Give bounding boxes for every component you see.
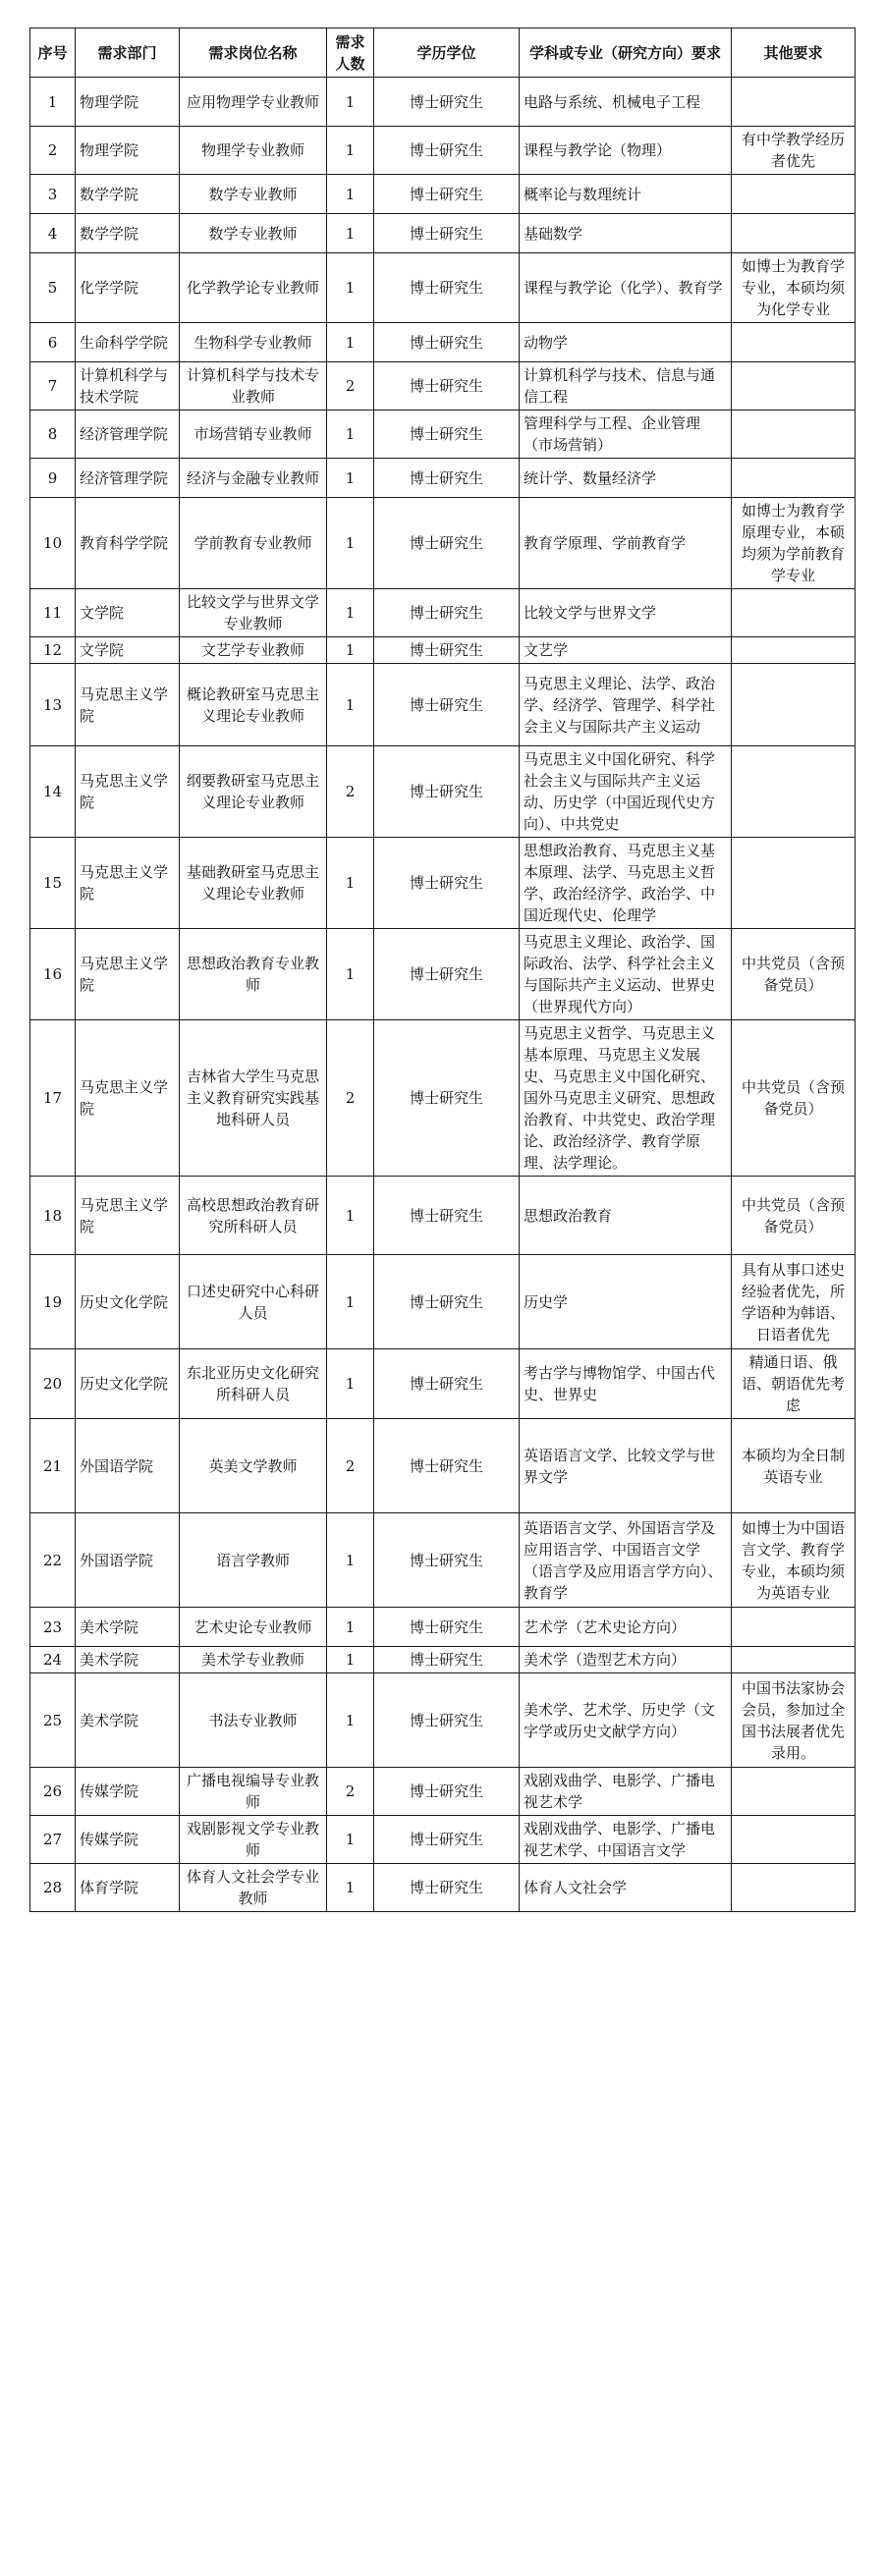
row-degree: 博士研究生 [374, 1349, 520, 1419]
row-major: 马克思主义理论、政治学、国际政治、法学、科学社会主义与国际共产主义运动、世界史（世界现代方向） [520, 929, 732, 1020]
row-count: 1 [327, 664, 374, 746]
row-post: 学前教育专业教师 [180, 498, 327, 589]
row-dept: 传媒学院 [76, 1768, 180, 1816]
row-number: 19 [30, 1255, 76, 1349]
row-post: 纲要教研室马克思主义理论专业教师 [180, 746, 327, 838]
row-count: 1 [327, 127, 374, 175]
row-number: 28 [30, 1864, 76, 1912]
table-row [30, 746, 856, 838]
row-dept: 美术学院 [76, 1673, 180, 1768]
row-post: 体育人文社会学专业教师 [180, 1864, 327, 1912]
row-dept: 数学学院 [76, 214, 180, 253]
row-degree: 博士研究生 [374, 1513, 520, 1608]
row-number: 12 [30, 637, 76, 664]
row-degree: 博士研究生 [374, 838, 520, 929]
row-degree: 博士研究生 [374, 1020, 520, 1177]
row-number: 10 [30, 498, 76, 589]
row-number: 25 [30, 1673, 76, 1768]
recruitment-table-wrapper [29, 27, 855, 1912]
row-major: 马克思主义理论、法学、政治学、经济学、管理学、科学社会主义与国际共产主义运动 [520, 664, 732, 746]
row-dept: 历史文化学院 [76, 1255, 180, 1349]
row-post: 语言学教师 [180, 1513, 327, 1608]
row-count: 1 [327, 253, 374, 323]
table-row [30, 1419, 856, 1513]
row-post: 文艺学专业教师 [180, 637, 327, 664]
row-other: 如博士为教育学专业，本硕均须为化学专业 [732, 253, 856, 323]
table-row [30, 323, 856, 362]
table-row [30, 1608, 856, 1647]
row-major: 思想政治教育、马克思主义基本原理、法学、马克思主义哲学、政治经济学、政治学、中国近现代史、伦理学 [520, 838, 732, 929]
table-row [30, 214, 856, 253]
row-major: 体育人文社会学 [520, 1864, 732, 1912]
header-degree: 学历学位 [374, 28, 520, 78]
row-other: 精通日语、俄语、朝语优先考虑 [732, 1349, 856, 1419]
table-row [30, 175, 856, 214]
table-row [30, 498, 856, 589]
table-row [30, 1349, 856, 1419]
row-count: 1 [327, 1349, 374, 1419]
row-number: 11 [30, 589, 76, 637]
row-major: 考古学与博物馆学、中国古代史、世界史 [520, 1349, 732, 1419]
row-count: 1 [327, 459, 374, 498]
row-number: 17 [30, 1020, 76, 1177]
table-row [30, 929, 856, 1020]
row-count: 2 [327, 1020, 374, 1177]
row-dept: 马克思主义学院 [76, 746, 180, 838]
table-row [30, 1768, 856, 1816]
row-other [732, 746, 856, 838]
row-number: 2 [30, 127, 76, 175]
header-major: 学科或专业（研究方向）要求 [520, 28, 732, 78]
row-count: 1 [327, 411, 374, 459]
row-count: 1 [327, 1177, 374, 1255]
row-major: 美术学（造型艺术方向） [520, 1647, 732, 1673]
row-dept: 传媒学院 [76, 1816, 180, 1864]
row-count: 1 [327, 1608, 374, 1647]
row-dept: 体育学院 [76, 1864, 180, 1912]
row-major: 课程与教学论（物理） [520, 127, 732, 175]
row-count: 1 [327, 1513, 374, 1608]
row-major: 马克思主义哲学、马克思主义基本原理、马克思主义发展史、马克思主义中国化研究、国外马克思主义研究、思想政治教育、中共党史、政治学理论、政治经济学、教育学原理、法学理论。 [520, 1020, 732, 1177]
row-degree: 博士研究生 [374, 323, 520, 362]
row-major: 课程与教学论（化学）、教育学 [520, 253, 732, 323]
row-count: 1 [327, 323, 374, 362]
row-number: 24 [30, 1647, 76, 1673]
row-post: 广播电视编导专业教师 [180, 1768, 327, 1816]
row-dept: 教育科学学院 [76, 498, 180, 589]
header-post: 需求岗位名称 [180, 28, 327, 78]
header-count: 需求人数 [327, 28, 374, 78]
row-number: 20 [30, 1349, 76, 1419]
row-degree: 博士研究生 [374, 589, 520, 637]
row-other [732, 175, 856, 214]
row-dept: 生命科学学院 [76, 323, 180, 362]
row-dept: 计算机科学与技术学院 [76, 362, 180, 411]
row-other: 有中学教学经历者优先 [732, 127, 856, 175]
row-degree: 博士研究生 [374, 214, 520, 253]
row-dept: 物理学院 [76, 127, 180, 175]
row-post: 化学教学论专业教师 [180, 253, 327, 323]
row-degree: 博士研究生 [374, 127, 520, 175]
row-major: 历史学 [520, 1255, 732, 1349]
row-count: 1 [327, 1647, 374, 1673]
row-dept: 美术学院 [76, 1647, 180, 1673]
row-post: 物理学专业教师 [180, 127, 327, 175]
row-other [732, 637, 856, 664]
row-other [732, 589, 856, 637]
row-other [732, 459, 856, 498]
row-count: 1 [327, 498, 374, 589]
table-row [30, 664, 856, 746]
table-row [30, 78, 856, 127]
row-number: 7 [30, 362, 76, 411]
table-body [30, 78, 856, 1912]
row-number: 14 [30, 746, 76, 838]
row-degree: 博士研究生 [374, 746, 520, 838]
row-number: 18 [30, 1177, 76, 1255]
row-degree: 博士研究生 [374, 362, 520, 411]
row-count: 1 [327, 637, 374, 664]
row-number: 15 [30, 838, 76, 929]
row-major: 英语语言文学、外国语言学及应用语言学、中国语言文学（语言学及应用语言学方向）、教育学 [520, 1513, 732, 1608]
row-post: 英美文学教师 [180, 1419, 327, 1513]
row-degree: 博士研究生 [374, 1608, 520, 1647]
row-count: 1 [327, 589, 374, 637]
row-number: 22 [30, 1513, 76, 1608]
table-row [30, 253, 856, 323]
row-other: 本硕均为全日制英语专业 [732, 1419, 856, 1513]
row-number: 4 [30, 214, 76, 253]
row-count: 1 [327, 175, 374, 214]
row-major: 教育学原理、学前教育学 [520, 498, 732, 589]
row-major: 戏剧戏曲学、电影学、广播电视艺术学、中国语言文学 [520, 1816, 732, 1864]
row-number: 16 [30, 929, 76, 1020]
row-other [732, 323, 856, 362]
row-major: 马克思主义中国化研究、科学社会主义与国际共产主义运动、历史学（中国近现代史方向）、中共党史 [520, 746, 732, 838]
row-dept: 经济管理学院 [76, 411, 180, 459]
row-major: 思想政治教育 [520, 1177, 732, 1255]
row-number: 8 [30, 411, 76, 459]
row-other [732, 1647, 856, 1673]
row-count: 1 [327, 78, 374, 127]
row-degree: 博士研究生 [374, 1419, 520, 1513]
row-count: 2 [327, 1419, 374, 1513]
table-row [30, 1673, 856, 1768]
row-degree: 博士研究生 [374, 411, 520, 459]
row-major: 统计学、数量经济学 [520, 459, 732, 498]
row-post: 数学专业教师 [180, 175, 327, 214]
row-other [732, 1608, 856, 1647]
row-other [732, 214, 856, 253]
row-dept: 马克思主义学院 [76, 1177, 180, 1255]
table-row [30, 637, 856, 664]
row-post: 口述史研究中心科研人员 [180, 1255, 327, 1349]
row-number: 23 [30, 1608, 76, 1647]
row-number: 21 [30, 1419, 76, 1513]
row-number: 1 [30, 78, 76, 127]
row-other [732, 78, 856, 127]
row-major: 文艺学 [520, 637, 732, 664]
row-degree: 博士研究生 [374, 253, 520, 323]
row-post: 戏剧影视文学专业教师 [180, 1816, 327, 1864]
row-major: 美术学、艺术学、历史学（文字学或历史文献学方向） [520, 1673, 732, 1768]
row-post: 生物科学专业教师 [180, 323, 327, 362]
row-other [732, 1816, 856, 1864]
table-row [30, 362, 856, 411]
row-dept: 马克思主义学院 [76, 838, 180, 929]
row-post: 高校思想政治教育研究所科研人员 [180, 1177, 327, 1255]
table-row [30, 459, 856, 498]
row-other: 如博士为教育学原理专业，本硕均须为学前教育学专业 [732, 498, 856, 589]
row-number: 26 [30, 1768, 76, 1816]
row-dept: 物理学院 [76, 78, 180, 127]
row-count: 1 [327, 838, 374, 929]
row-post: 概论教研室马克思主义理论专业教师 [180, 664, 327, 746]
row-other: 中国书法家协会会员，参加过全国书法展者优先录用。 [732, 1673, 856, 1768]
row-dept: 外国语学院 [76, 1419, 180, 1513]
row-number: 27 [30, 1816, 76, 1864]
table-row [30, 1513, 856, 1608]
row-number: 9 [30, 459, 76, 498]
row-major: 艺术学（艺术史论方向） [520, 1608, 732, 1647]
row-degree: 博士研究生 [374, 1816, 520, 1864]
row-dept: 美术学院 [76, 1608, 180, 1647]
row-number: 5 [30, 253, 76, 323]
row-degree: 博士研究生 [374, 498, 520, 589]
row-major: 管理科学与工程、企业管理（市场营销） [520, 411, 732, 459]
row-count: 1 [327, 214, 374, 253]
row-degree: 博士研究生 [374, 175, 520, 214]
table-row [30, 127, 856, 175]
row-post: 思想政治教育专业教师 [180, 929, 327, 1020]
row-other [732, 1864, 856, 1912]
row-dept: 马克思主义学院 [76, 1020, 180, 1177]
row-dept: 历史文化学院 [76, 1349, 180, 1419]
row-post: 市场营销专业教师 [180, 411, 327, 459]
row-degree: 博士研究生 [374, 1864, 520, 1912]
row-dept: 外国语学院 [76, 1513, 180, 1608]
table-row [30, 411, 856, 459]
row-other: 中共党员（含预备党员） [732, 1177, 856, 1255]
table-row [30, 1255, 856, 1349]
recruitment-table [29, 27, 856, 1912]
row-degree: 博士研究生 [374, 1255, 520, 1349]
row-dept: 化学学院 [76, 253, 180, 323]
table-row [30, 1816, 856, 1864]
row-post: 经济与金融专业教师 [180, 459, 327, 498]
row-count: 1 [327, 1864, 374, 1912]
row-count: 2 [327, 362, 374, 411]
header-other: 其他要求 [732, 28, 856, 78]
row-dept: 马克思主义学院 [76, 664, 180, 746]
row-count: 1 [327, 1673, 374, 1768]
row-degree: 博士研究生 [374, 78, 520, 127]
row-degree: 博士研究生 [374, 1673, 520, 1768]
table-row [30, 838, 856, 929]
table-row [30, 589, 856, 637]
row-post: 美术学专业教师 [180, 1647, 327, 1673]
row-post: 计算机科学与技术专业教师 [180, 362, 327, 411]
table-row [30, 1647, 856, 1673]
row-other [732, 362, 856, 411]
row-post: 比较文学与世界文学专业教师 [180, 589, 327, 637]
row-major: 基础数学 [520, 214, 732, 253]
row-degree: 博士研究生 [374, 459, 520, 498]
header-dept: 需求部门 [76, 28, 180, 78]
row-other: 中共党员（含预备党员） [732, 1020, 856, 1177]
row-number: 3 [30, 175, 76, 214]
row-major: 比较文学与世界文学 [520, 589, 732, 637]
row-other [732, 664, 856, 746]
row-count: 2 [327, 746, 374, 838]
row-degree: 博士研究生 [374, 1177, 520, 1255]
row-degree: 博士研究生 [374, 1768, 520, 1816]
row-major: 电路与系统、机械电子工程 [520, 78, 732, 127]
table-row [30, 1177, 856, 1255]
row-dept: 数学学院 [76, 175, 180, 214]
row-major: 计算机科学与技术、信息与通信工程 [520, 362, 732, 411]
row-other: 中共党员（含预备党员） [732, 929, 856, 1020]
row-other: 如博士为中国语言文学、教育学专业，本硕均须为英语专业 [732, 1513, 856, 1608]
row-degree: 博士研究生 [374, 1647, 520, 1673]
row-count: 2 [327, 1768, 374, 1816]
row-degree: 博士研究生 [374, 664, 520, 746]
row-number: 13 [30, 664, 76, 746]
table-header-row [30, 28, 856, 78]
table-row [30, 1020, 856, 1177]
row-other [732, 838, 856, 929]
row-major: 英语语言文学、比较文学与世界文学 [520, 1419, 732, 1513]
row-dept: 文学院 [76, 589, 180, 637]
row-count: 1 [327, 929, 374, 1020]
table-row [30, 1864, 856, 1912]
row-major: 概率论与数理统计 [520, 175, 732, 214]
row-count: 1 [327, 1816, 374, 1864]
row-dept: 经济管理学院 [76, 459, 180, 498]
row-post: 东北亚历史文化研究所科研人员 [180, 1349, 327, 1419]
row-major: 动物学 [520, 323, 732, 362]
header-no: 序号 [30, 28, 76, 78]
row-post: 书法专业教师 [180, 1673, 327, 1768]
row-major: 戏剧戏曲学、电影学、广播电视艺术学 [520, 1768, 732, 1816]
row-other [732, 1768, 856, 1816]
row-number: 6 [30, 323, 76, 362]
row-count: 1 [327, 1255, 374, 1349]
row-degree: 博士研究生 [374, 929, 520, 1020]
row-post: 基础教研室马克思主义理论专业教师 [180, 838, 327, 929]
row-dept: 文学院 [76, 637, 180, 664]
row-dept: 马克思主义学院 [76, 929, 180, 1020]
row-post: 艺术史论专业教师 [180, 1608, 327, 1647]
row-other [732, 411, 856, 459]
row-post: 吉林省大学生马克思主义教育研究实践基地科研人员 [180, 1020, 327, 1177]
row-other: 具有从事口述史经验者优先，所学语种为韩语、日语者优先 [732, 1255, 856, 1349]
row-post: 数学专业教师 [180, 214, 327, 253]
row-degree: 博士研究生 [374, 637, 520, 664]
row-post: 应用物理学专业教师 [180, 78, 327, 127]
